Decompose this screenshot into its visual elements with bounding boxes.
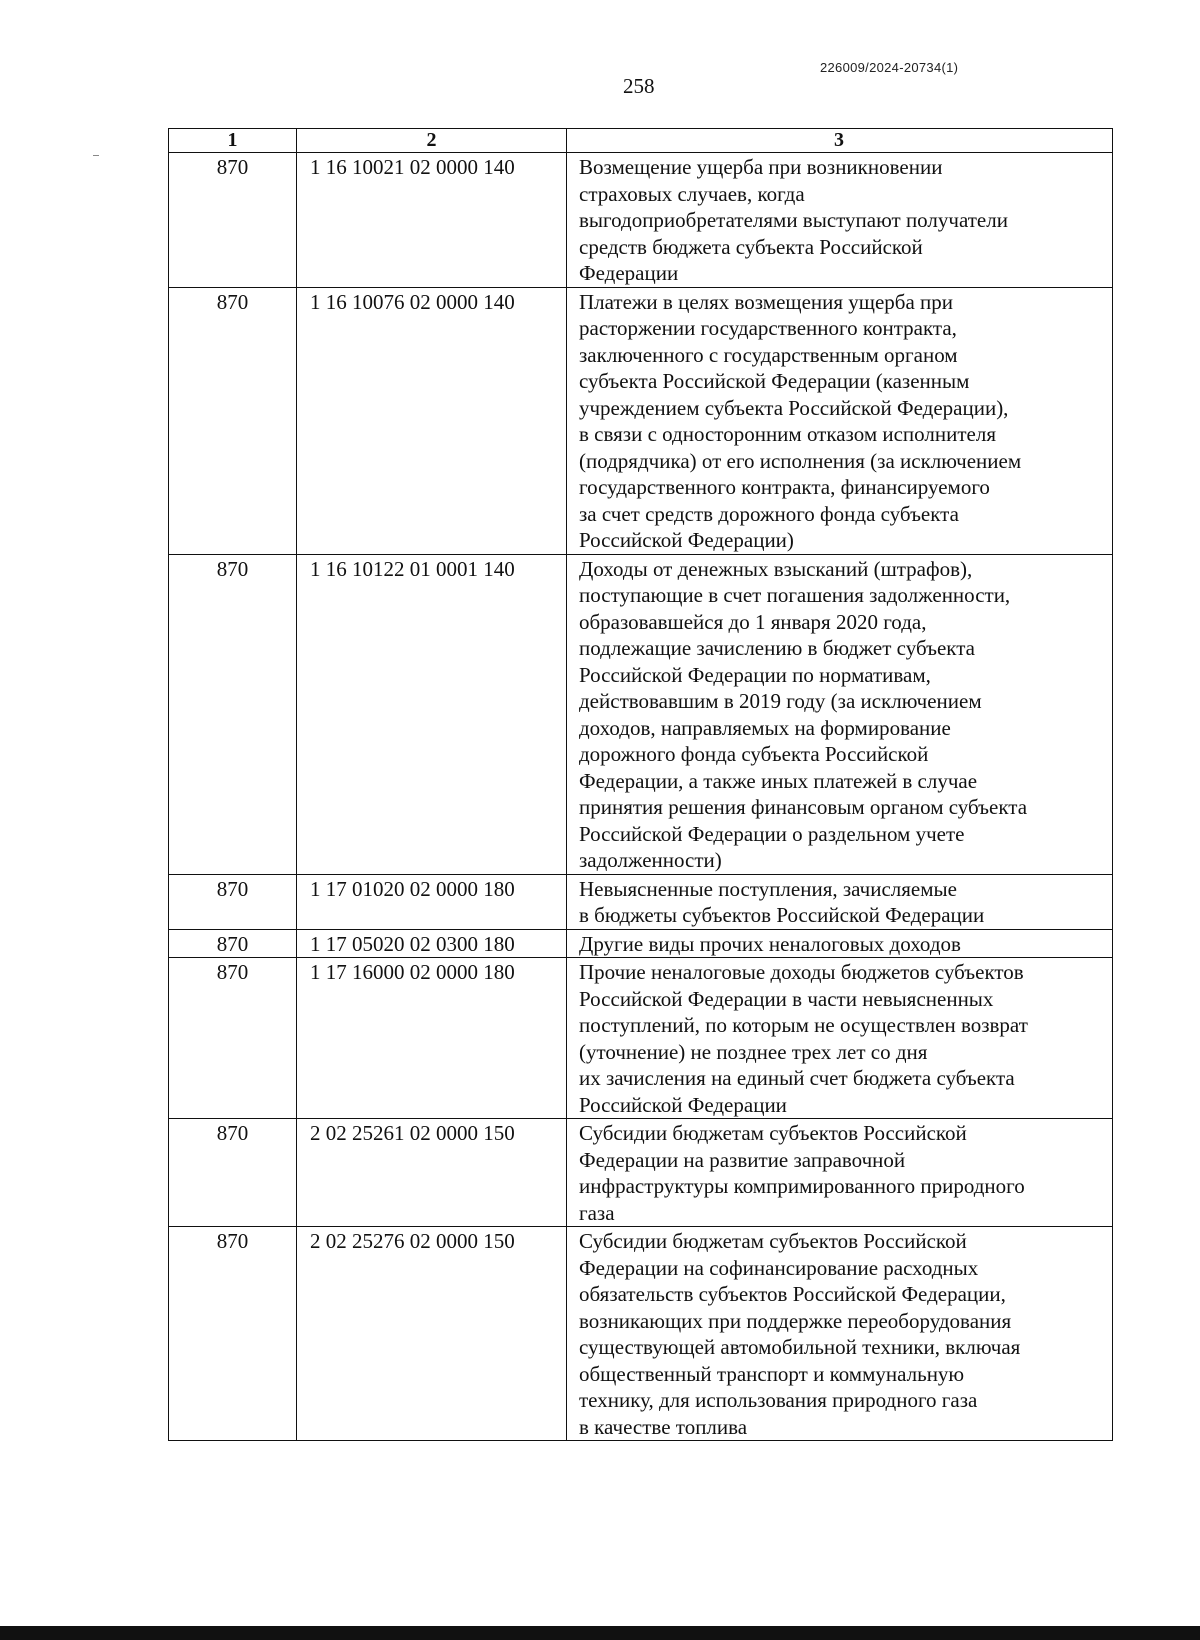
description-line: заключенного с государственным органом — [579, 342, 958, 367]
description-line: Платежи в целях возмещения ущерба при — [579, 289, 954, 314]
table-row — [169, 957, 1112, 1118]
budget-classification-code-cell: 1 16 10076 02 0000 140 — [297, 288, 567, 554]
admin-code-cell: 870 — [169, 288, 297, 554]
description-line: (уточнение) не позднее трех лет со дня — [579, 1039, 928, 1064]
admin-code-cell: 870 — [169, 1119, 297, 1226]
description-line: их зачисления на единый счет бюджета субъекта — [579, 1066, 1015, 1090]
description-line: обязательств субъектов Российской Федерации, — [579, 1282, 1006, 1306]
description-line: средств бюджета субъекта Российской — [579, 234, 923, 259]
margin-mark — [93, 155, 99, 156]
scan-edge-bar — [0, 1626, 1200, 1640]
description-line: Российской Федерации о раздельном учете — [579, 821, 965, 846]
table-row — [169, 554, 1112, 874]
description-line: в качестве топлива — [579, 1414, 748, 1439]
revenue-description-cell — [567, 153, 1111, 287]
admin-code-cell: 870 — [169, 1227, 297, 1440]
revenue-description-cell — [567, 875, 1111, 929]
revenue-description-cell — [567, 930, 1111, 958]
admin-code-cell: 870 — [169, 958, 297, 1118]
description-line: за счет средств дорожного фонда субъекта — [579, 501, 959, 526]
description-line: задолженности) — [579, 848, 722, 872]
description-line: подлежащие зачислению в бюджет субъекта — [579, 636, 975, 660]
table-row — [169, 929, 1112, 958]
budget-classification-code-cell: 2 02 25261 02 0000 150 — [297, 1119, 567, 1226]
description-line: Российской Федерации в части невыясненных — [579, 986, 994, 1011]
description-line: Федерации — [579, 261, 679, 285]
table-header-row — [169, 129, 1112, 152]
column-header-2: 2 — [297, 129, 567, 152]
description-line: в бюджеты субъектов Российской Федерации — [579, 903, 985, 927]
revenue-description-cell — [567, 1119, 1111, 1226]
description-line: Федерации на софинансирование расходных — [579, 1255, 979, 1280]
description-line: субъекта Российской Федерации (казенным — [579, 369, 970, 393]
description-line: Прочие неналоговые доходы бюджетов субъектов — [579, 960, 1024, 984]
admin-code-cell: 870 — [169, 153, 297, 287]
description-line: действовавшим в 2019 году (за исключением — [579, 689, 982, 713]
revenue-description-cell — [567, 1227, 1111, 1440]
budget-classification-code-cell: 1 17 16000 02 0000 180 — [297, 958, 567, 1118]
budget-classification-code-cell: 1 16 10021 02 0000 140 — [297, 153, 567, 287]
description-line: дорожного фонда субъекта Российской — [579, 742, 929, 766]
description-line: инфраструктуры компримированного природного — [579, 1174, 1025, 1198]
table-row — [169, 287, 1112, 554]
column-header-3: 3 — [834, 129, 844, 151]
description-line: поступлений, по которым не осуществлен возврат — [579, 1013, 1028, 1037]
description-line: принятия решения финансовым органом субъекта — [579, 795, 1028, 819]
table-row — [169, 874, 1112, 929]
admin-code-cell: 870 — [169, 930, 297, 958]
document-number: 226009/2024-20734(1) — [820, 60, 959, 75]
description-line: доходов, направляемых на формирование — [579, 715, 951, 740]
budget-classification-code-cell: 1 16 10122 01 0001 140 — [297, 555, 567, 874]
description-line: Российской Федерации — [579, 1092, 787, 1117]
description-line: выгодоприобретателями выступают получатели — [579, 208, 1008, 232]
table-row — [169, 152, 1112, 287]
description-line: Российской Федерации по нормативам, — [579, 662, 931, 687]
description-line: Федерации, а также иных платежей в случае — [579, 768, 978, 793]
description-line: Субсидии бюджетам субъектов Российской — [579, 1121, 967, 1145]
description-line: технику, для использования природного газа — [579, 1388, 978, 1412]
revenue-description-cell — [567, 288, 1111, 554]
column-header-1: 1 — [169, 129, 297, 152]
description-line: Российской Федерации) — [579, 528, 794, 552]
revenue-codes-table — [168, 128, 1113, 1441]
description-line: общественный транспорт и коммунальную — [579, 1361, 965, 1386]
admin-code-cell: 870 — [169, 555, 297, 874]
description-line: учреждением субъекта Российской Федерации), — [579, 395, 1009, 420]
description-line: Невыясненные поступления, зачисляемые — [579, 876, 957, 901]
description-line: образовавшейся до 1 января 2020 года, — [579, 609, 927, 634]
description-line: Возмещение ущерба при возникновении — [579, 155, 943, 179]
table-row — [169, 1226, 1112, 1440]
page-number: 258 — [623, 74, 655, 98]
description-line: страховых случаев, когда — [579, 181, 805, 206]
revenue-description-cell — [567, 555, 1111, 874]
table-body — [169, 152, 1112, 1440]
description-line: возникающих при поддержке переоборудования — [579, 1308, 1012, 1333]
table-row — [169, 1118, 1112, 1226]
budget-classification-code-cell: 2 02 25276 02 0000 150 — [297, 1227, 567, 1440]
description-line: Субсидии бюджетам субъектов Российской — [579, 1229, 967, 1253]
description-line: (подрядчика) от его исполнения (за исключением — [579, 448, 1022, 473]
description-line: Доходы от денежных взысканий (штрафов), — [579, 556, 973, 581]
description-line: Федерации на развитие заправочной — [579, 1147, 906, 1172]
revenue-description-cell — [567, 958, 1111, 1118]
description-line: государственного контракта, финансируемого — [579, 475, 990, 499]
description-line: Другие виды прочих неналоговых доходов — [579, 931, 961, 956]
budget-classification-code-cell: 1 17 01020 02 0000 180 — [297, 875, 567, 929]
description-line: расторжении государственного контракта, — [579, 316, 957, 340]
description-line: газа — [579, 1200, 615, 1225]
description-line: в связи с односторонним отказом исполнителя — [579, 422, 996, 446]
budget-classification-code-cell: 1 17 05020 02 0300 180 — [297, 930, 567, 958]
admin-code-cell: 870 — [169, 875, 297, 929]
description-line: поступающие в счет погашения задолженности, — [579, 583, 1011, 607]
description-line: существующей автомобильной техники, включая — [579, 1335, 1021, 1359]
